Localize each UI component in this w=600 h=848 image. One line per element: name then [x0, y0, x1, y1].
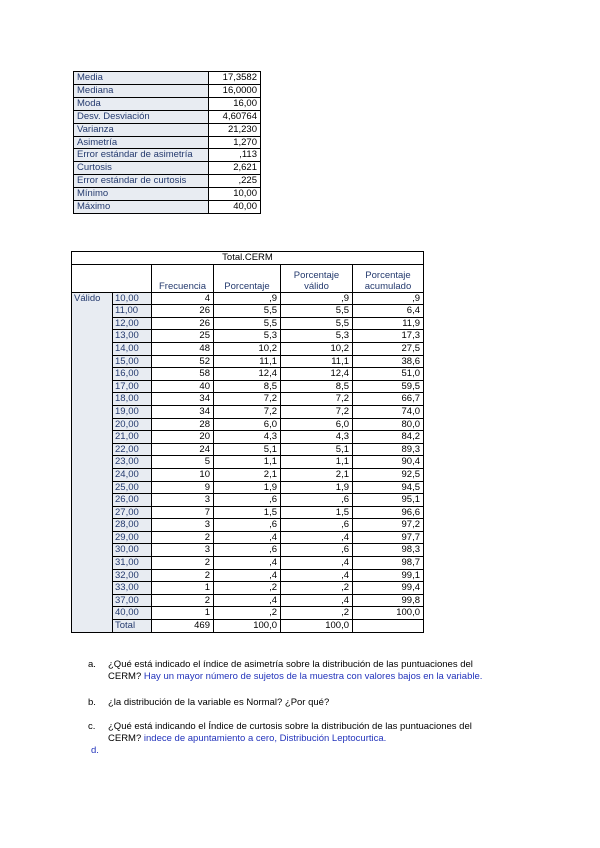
porcentaje-valido-cell: ,4	[281, 557, 353, 570]
porcentaje-valido-cell: 11,1	[281, 355, 353, 368]
porcentaje-acumulado-cell: 38,6	[353, 355, 424, 368]
porcentaje-acumulado-cell: 90,4	[353, 456, 424, 469]
porcentaje-valido-cell: 6,0	[281, 418, 353, 431]
stat-row	[74, 72, 261, 85]
question-text: ¿Qué está indicando el Índice de curtosis sobre la distribución de las puntuaciones del	[108, 721, 472, 732]
answer-text: indece de apuntamiento a cero, Distribución Leptocurtica.	[143, 733, 387, 744]
question-text-cont: CERM?	[108, 733, 142, 744]
porcentaje-valido-cell: 12,4	[281, 368, 353, 381]
porcentaje-valido-cell: 2,1	[281, 468, 353, 481]
table-row	[72, 506, 424, 519]
porcentaje-acumulado-cell: ,9	[353, 292, 424, 305]
frecuencia-cell: 26	[152, 317, 214, 330]
porcentaje-acumulado-cell: 96,6	[353, 506, 424, 519]
porcentaje-acumulado-cell: 97,7	[353, 531, 424, 544]
table-row	[72, 418, 424, 431]
table-row	[72, 620, 424, 633]
value-label: 16,00	[113, 368, 152, 381]
stat-row	[74, 149, 261, 162]
header-blank	[72, 264, 152, 292]
frecuencia-cell: 58	[152, 368, 214, 381]
frecuencia-cell: 25	[152, 330, 214, 343]
table-row	[72, 305, 424, 318]
stat-value: 1,270	[209, 136, 261, 149]
frecuencia-cell: 2	[152, 594, 214, 607]
stat-label: Varianza	[74, 123, 209, 136]
porcentaje-cell: 10,2	[214, 342, 281, 355]
porcentaje-acumulado-cell	[353, 620, 424, 633]
value-label: 27,00	[113, 506, 152, 519]
porcentaje-valido-cell: ,4	[281, 569, 353, 582]
table-row	[72, 456, 424, 469]
question-text: ¿Qué está indicado el índice de asimetría sobre la distribución de las puntuaciones del	[108, 659, 473, 670]
porcentaje-valido-cell: 10,2	[281, 342, 353, 355]
table-row	[72, 317, 424, 330]
header-frecuencia: Frecuencia	[152, 264, 214, 292]
stat-row	[74, 123, 261, 136]
stat-label: Moda	[74, 97, 209, 110]
porcentaje-cell: 2,1	[214, 468, 281, 481]
value-label: 40,00	[113, 607, 152, 620]
porcentaje-cell: ,4	[214, 531, 281, 544]
value-label: 29,00	[113, 531, 152, 544]
porcentaje-acumulado-cell: 99,4	[353, 582, 424, 595]
porcentaje-valido-cell: 1,5	[281, 506, 353, 519]
table-row	[72, 607, 424, 620]
stat-row	[74, 84, 261, 97]
stat-value: 10,00	[209, 188, 261, 201]
value-label: 14,00	[113, 342, 152, 355]
question-marker: c.	[88, 721, 96, 732]
stat-value: 21,230	[209, 123, 261, 136]
stat-row	[74, 97, 261, 110]
value-label: 32,00	[113, 569, 152, 582]
stat-value: 16,0000	[209, 84, 261, 97]
frecuencia-cell: 34	[152, 393, 214, 406]
porcentaje-cell: 5,5	[214, 305, 281, 318]
porcentaje-valido-cell: ,4	[281, 594, 353, 607]
frecuencia-cell: 34	[152, 405, 214, 418]
porcentaje-acumulado-cell: 51,0	[353, 368, 424, 381]
frecuencia-cell: 1	[152, 582, 214, 595]
stat-label: Error estándar de curtosis	[74, 175, 209, 188]
question-marker: b.	[88, 697, 96, 708]
value-label: 26,00	[113, 494, 152, 507]
stat-label: Máximo	[74, 201, 209, 214]
porcentaje-cell: 100,0	[214, 620, 281, 633]
table-row	[72, 431, 424, 444]
porcentaje-cell: ,6	[214, 544, 281, 557]
stat-row	[74, 110, 261, 123]
value-label: 12,00	[113, 317, 152, 330]
value-label: 17,00	[113, 380, 152, 393]
table-row	[72, 393, 424, 406]
porcentaje-valido-cell: 5,3	[281, 330, 353, 343]
porcentaje-acumulado-cell: 98,3	[353, 544, 424, 557]
value-label: 22,00	[113, 443, 152, 456]
porcentaje-cell: ,6	[214, 494, 281, 507]
table-row	[72, 594, 424, 607]
frecuencia-cell: 20	[152, 431, 214, 444]
porcentaje-valido-cell: ,9	[281, 292, 353, 305]
stat-row	[74, 136, 261, 149]
porcentaje-valido-cell: 7,2	[281, 393, 353, 406]
table-row	[72, 519, 424, 532]
frecuencia-cell: 2	[152, 531, 214, 544]
porcentaje-cell: 7,2	[214, 393, 281, 406]
answer-text: Hay un mayor número de sujetos de la muestra con valores bajos en la variable.	[143, 671, 483, 682]
porcentaje-acumulado-cell: 94,5	[353, 481, 424, 494]
value-label: 21,00	[113, 431, 152, 444]
porcentaje-acumulado-cell: 99,1	[353, 569, 424, 582]
porcentaje-acumulado-cell: 27,5	[353, 342, 424, 355]
porcentaje-valido-cell: 1,1	[281, 456, 353, 469]
table-row	[72, 582, 424, 595]
value-label: 31,00	[113, 557, 152, 570]
frecuencia-cell: 52	[152, 355, 214, 368]
porcentaje-cell: 1,9	[214, 481, 281, 494]
porcentaje-acumulado-cell: 97,2	[353, 519, 424, 532]
frecuencia-cell: 3	[152, 494, 214, 507]
porcentaje-cell: 8,5	[214, 380, 281, 393]
stat-value: 17,3582	[209, 72, 261, 85]
frecuencia-cell: 3	[152, 544, 214, 557]
value-label: Total	[113, 620, 152, 633]
frecuencia-cell: 40	[152, 380, 214, 393]
stat-label: Error estándar de asimetría	[74, 149, 209, 162]
question-marker: a.	[88, 659, 96, 670]
table-row	[72, 544, 424, 557]
stat-label: Mínimo	[74, 188, 209, 201]
value-label: 20,00	[113, 418, 152, 431]
table-row	[72, 468, 424, 481]
porcentaje-cell: 4,3	[214, 431, 281, 444]
stat-row	[74, 188, 261, 201]
frecuencia-cell: 24	[152, 443, 214, 456]
frequency-table-title: Total.CERM	[72, 252, 424, 265]
frecuencia-cell: 7	[152, 506, 214, 519]
porcentaje-valido-cell: 4,3	[281, 431, 353, 444]
porcentaje-acumulado-cell: 66,7	[353, 393, 424, 406]
value-label: 25,00	[113, 481, 152, 494]
frecuencia-cell: 469	[152, 620, 214, 633]
frecuencia-cell: 2	[152, 557, 214, 570]
table-row	[72, 330, 424, 343]
porcentaje-acumulado-cell: 89,3	[353, 443, 424, 456]
porcentaje-acumulado-cell: 11,9	[353, 317, 424, 330]
stat-label: Mediana	[74, 84, 209, 97]
porcentaje-valido-cell: ,4	[281, 531, 353, 544]
porcentaje-cell: 5,5	[214, 317, 281, 330]
porcentaje-valido-cell: 100,0	[281, 620, 353, 633]
stat-row	[74, 175, 261, 188]
frecuencia-cell: 10	[152, 468, 214, 481]
value-label: 30,00	[113, 544, 152, 557]
value-label: 10,00	[113, 292, 152, 305]
stat-row	[74, 201, 261, 214]
stat-value: 4,60764	[209, 110, 261, 123]
value-label: 15,00	[113, 355, 152, 368]
frecuencia-cell: 5	[152, 456, 214, 469]
question-text: ¿la distribución de la variable es Normal? ¿Por qué?	[108, 697, 330, 708]
porcentaje-cell: 1,1	[214, 456, 281, 469]
porcentaje-acumulado-cell: 95,1	[353, 494, 424, 507]
porcentaje-cell: ,4	[214, 594, 281, 607]
porcentaje-acumulado-cell: 17,3	[353, 330, 424, 343]
question-b	[88, 697, 528, 709]
question-text-cont: CERM?	[108, 671, 142, 682]
porcentaje-cell: ,9	[214, 292, 281, 305]
porcentaje-cell: 6,0	[214, 418, 281, 431]
porcentaje-acumulado-cell: 98,7	[353, 557, 424, 570]
table-row	[72, 355, 424, 368]
table-row	[72, 368, 424, 381]
porcentaje-valido-cell: ,6	[281, 494, 353, 507]
stat-label: Asimetría	[74, 136, 209, 149]
porcentaje-cell: ,2	[214, 607, 281, 620]
table-row	[72, 380, 424, 393]
porcentaje-cell: ,4	[214, 569, 281, 582]
question-marker: d.	[91, 745, 99, 756]
table-row	[72, 405, 424, 418]
porcentaje-acumulado-cell: 80,0	[353, 418, 424, 431]
value-label: 18,00	[113, 393, 152, 406]
porcentaje-valido-cell: 7,2	[281, 405, 353, 418]
question-c	[88, 721, 528, 745]
porcentaje-cell: 7,2	[214, 405, 281, 418]
porcentaje-cell: 5,1	[214, 443, 281, 456]
porcentaje-valido-cell: ,2	[281, 607, 353, 620]
porcentaje-valido-cell: ,6	[281, 544, 353, 557]
porcentaje-acumulado-cell: 92,5	[353, 468, 424, 481]
stat-value: 16,00	[209, 97, 261, 110]
porcentaje-valido-cell: ,2	[281, 582, 353, 595]
table-row	[72, 481, 424, 494]
header-porcentaje-acumulado: Porcentaje acumulado	[353, 264, 424, 292]
question-d	[91, 745, 531, 757]
question-a	[88, 659, 528, 683]
porcentaje-valido-cell: ,6	[281, 519, 353, 532]
value-label: 19,00	[113, 405, 152, 418]
frecuencia-cell: 3	[152, 519, 214, 532]
porcentaje-valido-cell: 1,9	[281, 481, 353, 494]
frecuencia-cell: 2	[152, 569, 214, 582]
stat-value: ,225	[209, 175, 261, 188]
frecuencia-cell: 26	[152, 305, 214, 318]
value-label: 13,00	[113, 330, 152, 343]
porcentaje-cell: 12,4	[214, 368, 281, 381]
porcentaje-valido-cell: 8,5	[281, 380, 353, 393]
frecuencia-cell: 28	[152, 418, 214, 431]
porcentaje-valido-cell: 5,1	[281, 443, 353, 456]
header-porcentaje-valido: Porcentaje válido	[281, 264, 353, 292]
stat-row	[74, 162, 261, 175]
value-label: 37,00	[113, 594, 152, 607]
value-label: 33,00	[113, 582, 152, 595]
table-row	[72, 531, 424, 544]
group-label: Válido	[72, 292, 113, 632]
frecuencia-cell: 1	[152, 607, 214, 620]
value-label: 28,00	[113, 519, 152, 532]
porcentaje-cell: ,2	[214, 582, 281, 595]
stat-label: Curtosis	[74, 162, 209, 175]
frecuencia-cell: 4	[152, 292, 214, 305]
table-row	[72, 342, 424, 355]
table-row	[72, 292, 424, 305]
header-porcentaje: Porcentaje	[214, 264, 281, 292]
table-row	[72, 569, 424, 582]
stat-value: 40,00	[209, 201, 261, 214]
value-label: 23,00	[113, 456, 152, 469]
stat-value: ,113	[209, 149, 261, 162]
statistics-table	[73, 71, 261, 214]
porcentaje-cell: ,4	[214, 557, 281, 570]
porcentaje-acumulado-cell: 99,8	[353, 594, 424, 607]
value-label: 11,00	[113, 305, 152, 318]
frequency-table	[71, 251, 424, 633]
table-row	[72, 494, 424, 507]
frecuencia-cell: 9	[152, 481, 214, 494]
porcentaje-cell: 5,3	[214, 330, 281, 343]
stat-label: Desv. Desviación	[74, 110, 209, 123]
porcentaje-acumulado-cell: 74,0	[353, 405, 424, 418]
table-row	[72, 443, 424, 456]
porcentaje-cell: 11,1	[214, 355, 281, 368]
porcentaje-acumulado-cell: 59,5	[353, 380, 424, 393]
porcentaje-cell: 1,5	[214, 506, 281, 519]
stat-label: Media	[74, 72, 209, 85]
table-row	[72, 557, 424, 570]
porcentaje-acumulado-cell: 6,4	[353, 305, 424, 318]
porcentaje-valido-cell: 5,5	[281, 317, 353, 330]
frecuencia-cell: 48	[152, 342, 214, 355]
porcentaje-acumulado-cell: 84,2	[353, 431, 424, 444]
porcentaje-valido-cell: 5,5	[281, 305, 353, 318]
stat-value: 2,621	[209, 162, 261, 175]
value-label: 24,00	[113, 468, 152, 481]
porcentaje-cell: ,6	[214, 519, 281, 532]
porcentaje-acumulado-cell: 100,0	[353, 607, 424, 620]
